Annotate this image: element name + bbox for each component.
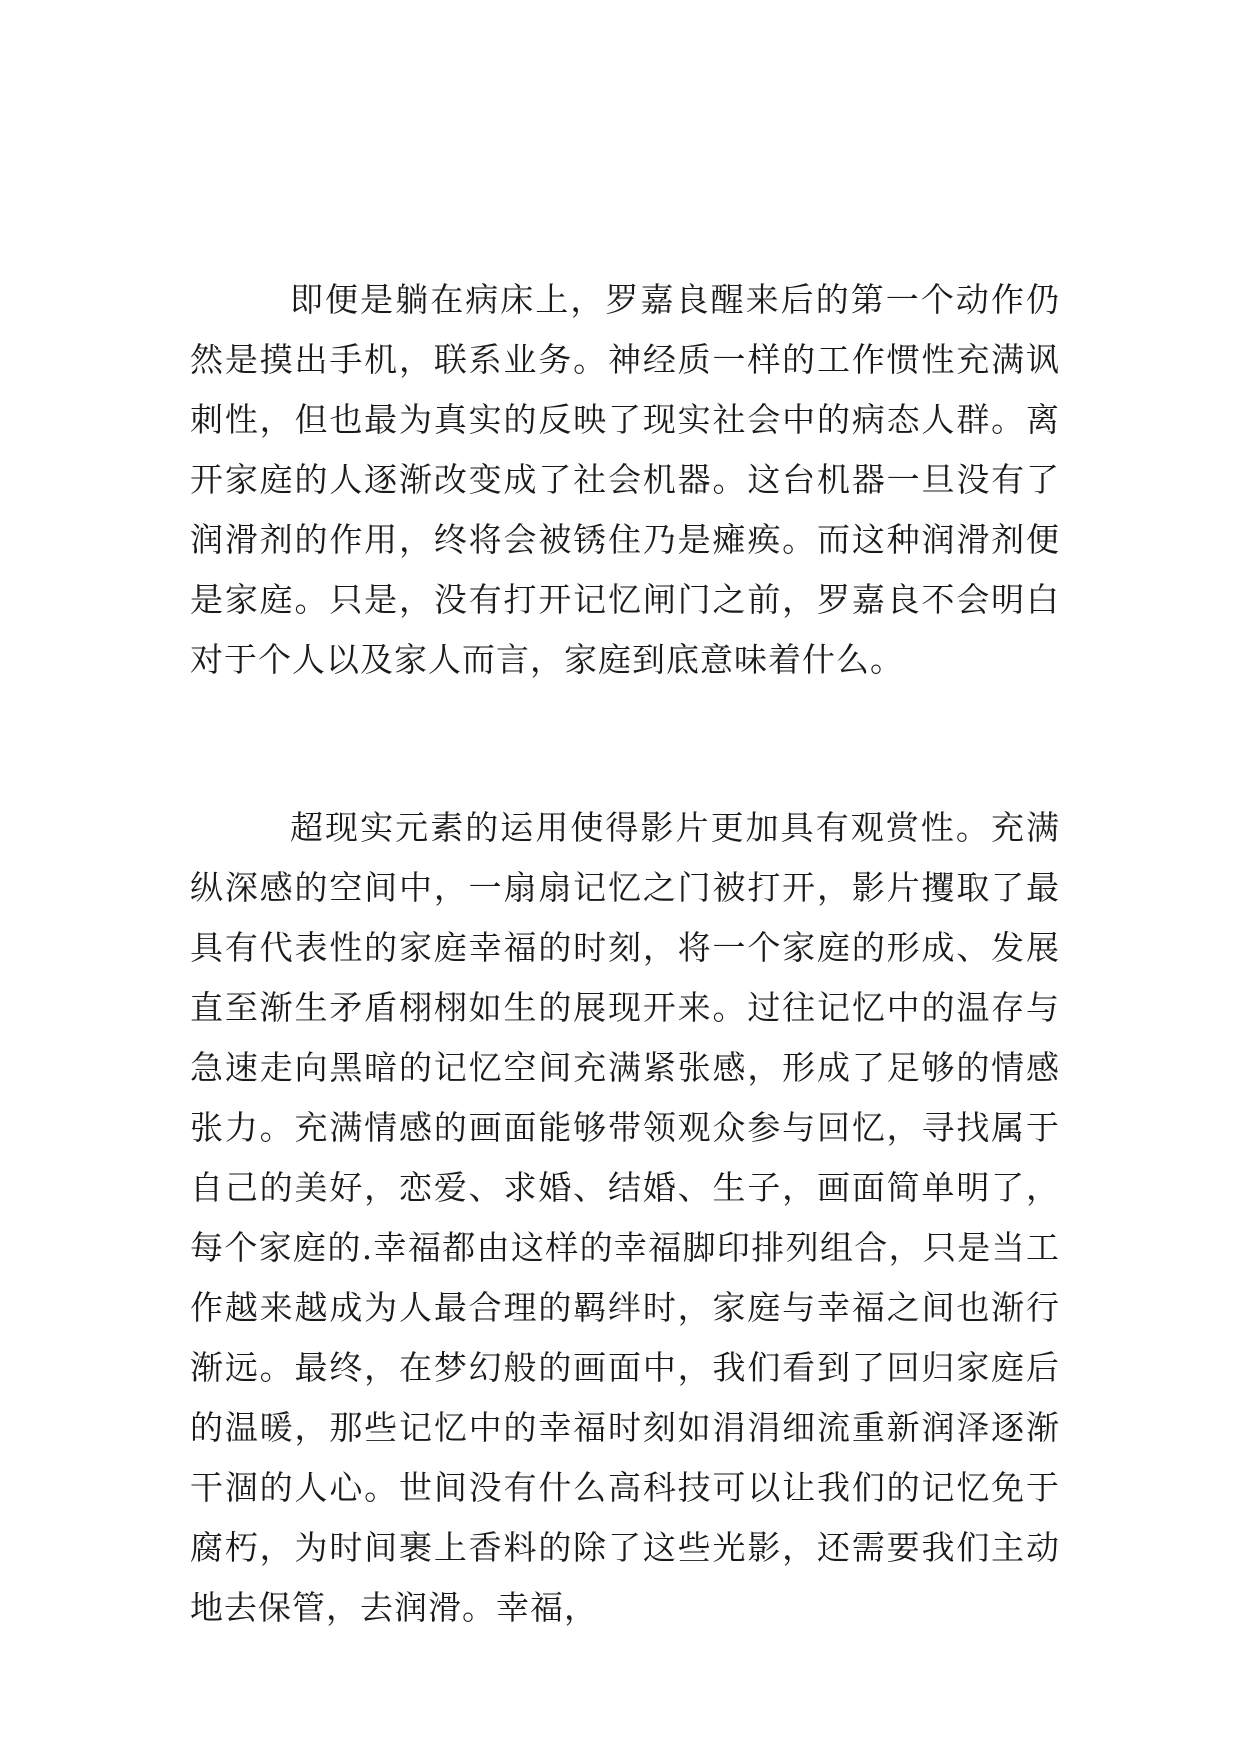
body-paragraph: 超现实元素的运用使得影片更加具有观赏性。充满纵深感的空间中，一扇扇记忆之门被打开，影片攫取了最具有代表性的家庭幸福的时刻，将一个家庭的形成、发展直至渐生矛盾栩栩如生的展现开来。过往记忆中的温存与急速走向黑暗的记忆空间充满紧张感，形成了足够的情感张力。充满情感的画面能够带领观众参与回忆，寻找属于自己的美好，恋爱、求婚、结婚、生子，画面简单明了，每个家庭的.幸福都由这样的幸福脚印排列组合，只是当工作越来越成为人最合理的羁绊时，家庭与幸福之间也渐行渐远。最终，在梦幻般的画面中，我们看到了回归家庭后的温暖，那些记忆中的幸福时刻如涓涓细流重新润泽逐渐干涸的人心。世间没有什么高科技可以让我们的记忆免于腐朽，为时间裹上香料的除了这些光影，还需要我们主动地去保管，去润滑。幸福， <box>190 808 1060 1627</box>
body-paragraph: 即便是躺在病床上，罗嘉良醒来后的第一个动作仍然是摸出手机，联系业务。神经质一样的工作惯性充满讽刺性，但也最为真实的反映了现实社会中的病态人群。离开家庭的人逐渐改变成了社会机器。这台机器一旦没有了润滑剂的作用，终将会被锈住乃是瘫痪。而这种润滑剂便是家庭。只是，没有打开记忆闸门之前，罗嘉良不会明白对于个人以及家人而言，家庭到底意味着什么。 <box>190 280 1060 679</box>
